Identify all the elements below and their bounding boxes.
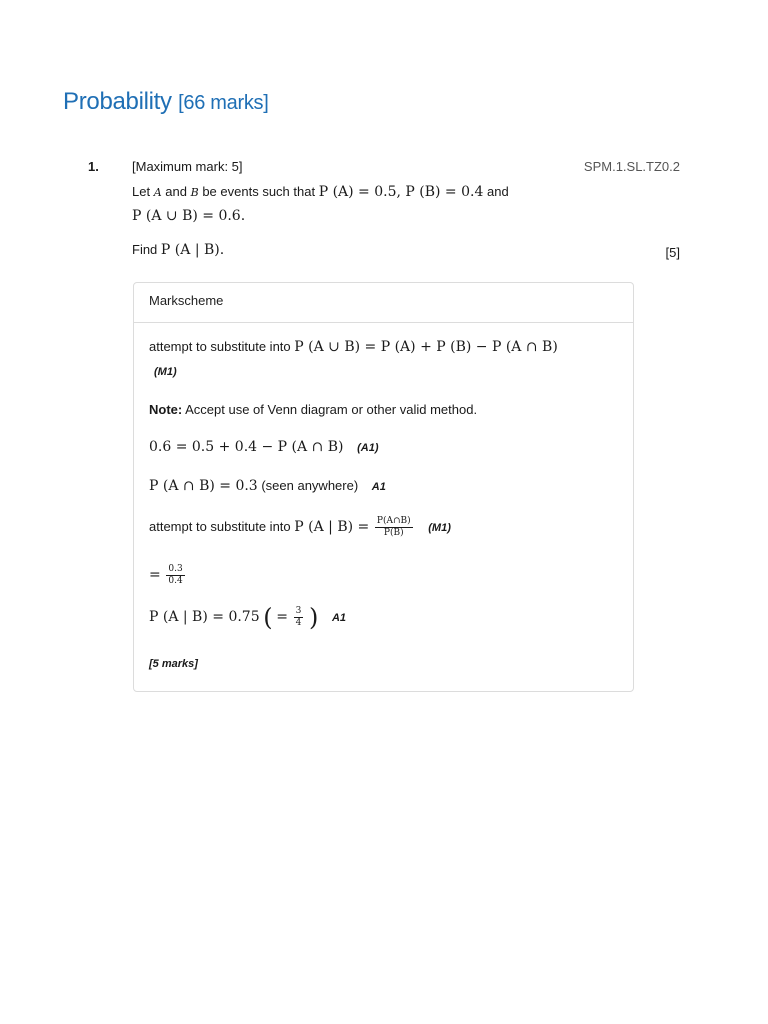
line7-math: P (A | B) = 0.75	[149, 608, 260, 625]
line3-mark: (A1)	[357, 442, 379, 454]
line7-paren-open: (	[263, 603, 273, 632]
line3-math: 0.6 = 0.5 + 0.4 − P (A ∩ B)	[149, 439, 344, 455]
line7-frac-den: 4	[295, 618, 302, 628]
question-code: SPM.1.SL.TZ0.2	[583, 159, 680, 174]
markscheme-line-1-mark	[154, 363, 177, 378]
line4-text: (seen anywhere)	[261, 478, 359, 493]
markscheme-total-marks: [5 marks]	[149, 658, 198, 670]
line1-mark: (M1)	[154, 366, 177, 378]
stem-prefix: Let	[132, 184, 151, 199]
stem-event-b: B	[190, 186, 199, 199]
line1-text: attempt to substitute into	[149, 339, 291, 354]
line6-frac-den: 0.4	[168, 576, 183, 586]
stem-event-a: A	[153, 186, 162, 199]
line7-eq: =	[276, 608, 288, 625]
page-title-marks: [66 marks]	[178, 92, 269, 114]
line5-text: attempt to substitute into	[149, 518, 291, 534]
markscheme-line-5	[149, 516, 451, 539]
markscheme-note	[149, 402, 477, 417]
page-title-text: Probability	[63, 88, 172, 115]
line6-eq: =	[149, 566, 161, 583]
line7-paren-close: )	[308, 603, 319, 632]
line6-fraction	[166, 564, 184, 587]
markscheme-panel	[133, 282, 634, 692]
line5-frac-num: P(A∩B)	[376, 516, 411, 526]
markscheme-total	[149, 655, 198, 670]
find-math: P (A | B).	[160, 242, 225, 258]
line5-frac-den: P(B)	[383, 528, 404, 538]
page-title	[63, 88, 269, 116]
stem-math-1: P (A) = 0.5, P (B) = 0.4	[318, 184, 484, 200]
markscheme-line-6	[149, 564, 187, 587]
question-find	[132, 242, 224, 258]
line7-fraction	[294, 606, 304, 629]
line5-fraction	[375, 516, 413, 539]
line6-frac-num: 0.3	[168, 564, 183, 574]
question-stem	[132, 180, 602, 228]
stem-mid: be events such that	[202, 184, 316, 199]
line7-frac-num: 3	[295, 606, 302, 616]
stem-math-2: P (A ∪ B) = 0.6.	[132, 208, 246, 224]
line4-mark: A1	[371, 481, 386, 493]
markscheme-line-3	[149, 439, 379, 455]
markscheme-header[interactable]: Markscheme	[134, 283, 633, 323]
markscheme-line-7	[149, 603, 347, 632]
line5-math: P (A | B) =	[294, 518, 370, 535]
line4-math: P (A ∩ B) = 0.3	[149, 478, 258, 494]
find-label: Find	[132, 242, 158, 257]
line1-math: P (A ∪ B) = P (A) + P (B) − P (A ∩ B)	[294, 339, 558, 355]
note-label: Note:	[149, 402, 183, 417]
line5-mark: (M1)	[428, 521, 451, 534]
line7-mark: A1	[331, 611, 347, 624]
question-max-mark: [Maximum mark: 5]	[132, 159, 243, 174]
markscheme-line-1	[149, 339, 558, 355]
stem-and-2: and	[487, 184, 509, 199]
question-number: 1.	[88, 159, 99, 174]
note-text: Accept use of Venn diagram or other valid method.	[185, 402, 478, 417]
question-total-marks: [5]	[665, 245, 680, 260]
stem-and: and	[165, 184, 187, 199]
markscheme-line-4	[149, 478, 386, 494]
